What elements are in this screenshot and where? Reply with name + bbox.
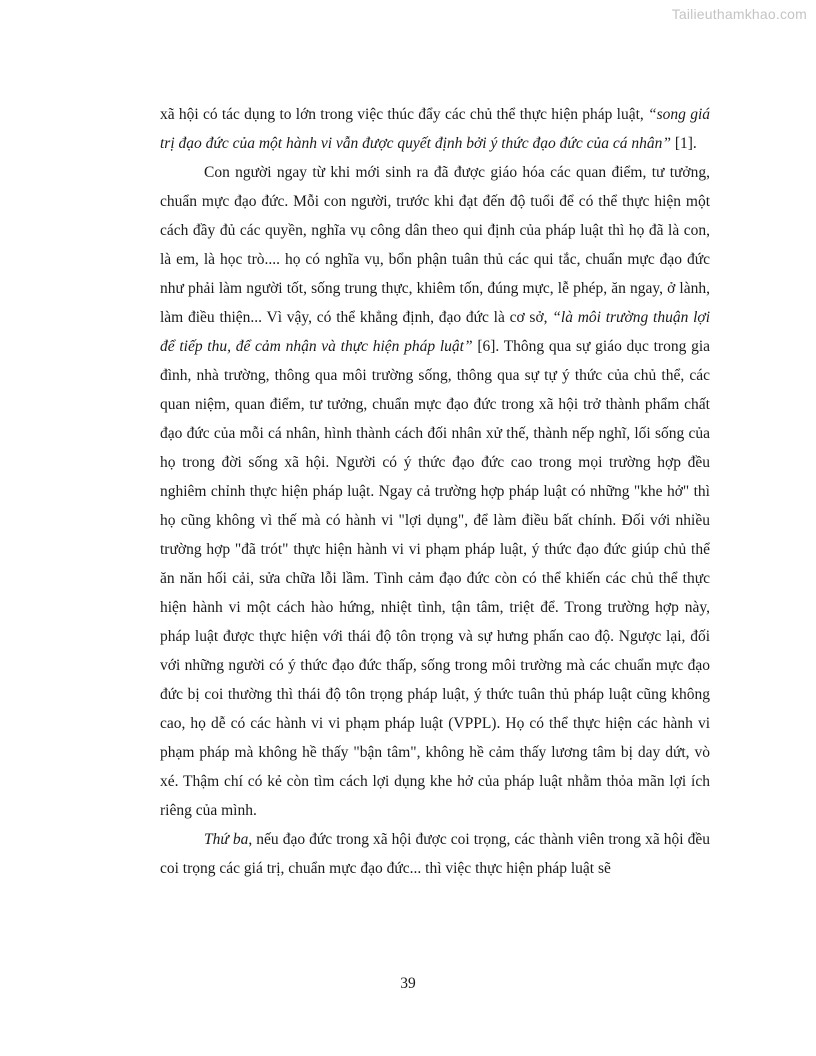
watermark: Tailieuthamkhao.com — [671, 6, 807, 22]
text-segment: Con người ngay từ khi mới sinh ra đã được giáo hóa các quan điểm, tư tưởng, chuẩn mực đạo đức. Mỗi con người, trước khi đạt đến độ tuổi để có thể thực hiện một cách đầy đủ các quyền, nghĩa vụ công dân theo qui định của pháp luật thì họ đã là con, là em, là học trò.... họ có nghĩa vụ, bổn phận tuân thủ các qui tắc, chuẩn mực đạo đức như phải làm người tốt, sống trung thực, khiêm tốn, đúng mực, lễ phép, ăn ngay, ở lành, làm điều thiện... Vì vậy, có thể khẳng định, đạo đức là cơ sở, — [160, 164, 710, 326]
paragraph — [160, 100, 710, 158]
emphasis-segment: Thứ ba — [204, 831, 249, 848]
quote-segment: “là môi trường thuận lợi để tiếp thu, để cảm nhận và thực hiện pháp luật” — [160, 309, 710, 355]
quote-segment: “song giá trị đạo đức của một hành vi vẫn được quyết định bởi ý thức đạo đức của cá nhân” — [160, 106, 711, 152]
paragraph — [160, 825, 710, 883]
page-number: 39 — [400, 975, 416, 992]
text-segment: xã hội có tác dụng to lớn trong việc thúc đẩy các chủ thể thực hiện pháp luật, — [160, 106, 649, 123]
text-segment: , nếu đạo đức trong xã hội được coi trọng, các thành viên trong xã hội đều coi trọng các giá trị, chuẩn mực đạo đức... thì việc thực hiện pháp luật sẽ — [160, 831, 710, 877]
citation-segment: [1]. — [670, 135, 697, 152]
paragraph — [160, 158, 710, 825]
document-body — [160, 100, 710, 883]
text-segment: [6]. Thông qua sự giáo dục trong gia đình, nhà trường, thông qua môi trường sống, thông qua sự tự ý thức của chủ thể, các quan niệm, quan điểm, tư tưởng, chuẩn mực đạo đức trong xã hội trở thành phẩm chất đạo đức của mỗi cá nhân, hình thành cách đối nhân xử thế, thành nếp nghĩ, lối sống của họ trong đời sống xã hội. Người có ý thức đạo đức cao trong mọi trường hợp đều nghiêm chỉnh thực hiện pháp luật. Ngay cả trường hợp pháp luật có những "khe hở" thì họ cũng không vì thế mà có hành vi "lợi dụng", để làm điều bất chính. Đối với nhiều trường hợp "đã trót" thực hiện hành vi vi phạm pháp luật, ý thức đạo đức giúp chủ thể ăn năn hối cải, sửa chữa lỗi lầm. Tình cảm đạo đức còn có thể khiến các chủ thể thực hiện hành vi một cách hào hứng, nhiệt tình, tận tâm, triệt để. Trong trường hợp này, pháp luật được thực hiện với thái độ tôn trọng và sự hưng phấn cao độ. Ngược lại, đối với những người có ý thức đạo đức thấp, sống trong môi trường mà các chuẩn mực đạo đức bị coi thường thì thái độ tôn trọng pháp luật, ý thức tuân thủ pháp luật cũng không cao, họ dễ có các hành vi vi phạm pháp luật (VPPL). Họ có thể thực hiện các hành vi phạm pháp mà không hề thấy "bận tâm", không hề cảm thấy lương tâm bị day dứt, vò xé. Thậm chí có kẻ còn tìm cách lợi dụng khe hở của pháp luật nhằm thỏa mãn lợi ích riêng của mình. — [160, 338, 711, 819]
